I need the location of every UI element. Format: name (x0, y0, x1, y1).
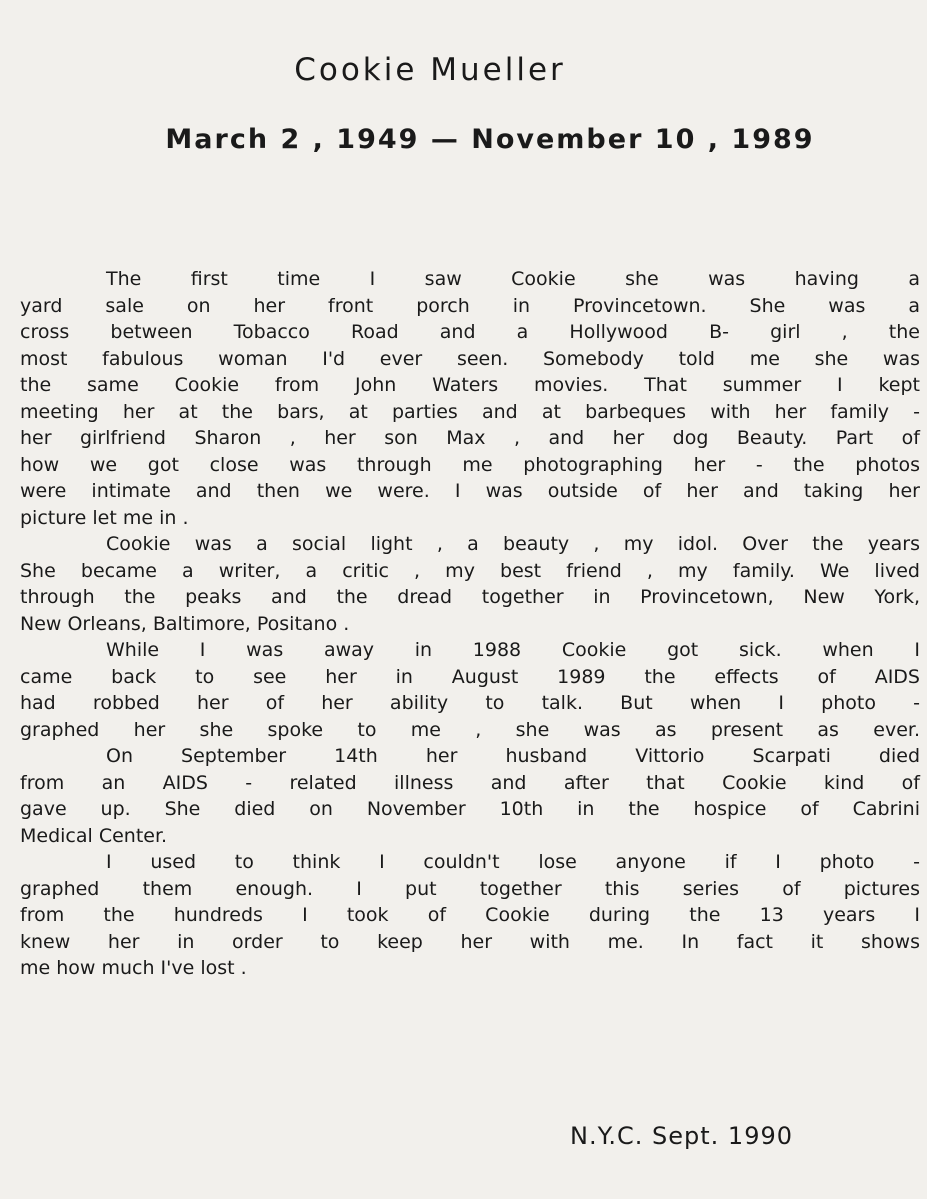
text-line: from the hundreds I took of Cookie during the 13 years I (20, 904, 920, 926)
text-line: her girlfriend Sharon , her son Max , and her dog Beauty. Part of (20, 427, 920, 449)
text-line: She became a writer, a critic , my best friend , my family. We lived (20, 559, 920, 582)
text-line: me how much I've lost . (20, 957, 247, 979)
text-line: knew her in order to keep her with me. In fact it shows (20, 930, 920, 953)
text-line: graphed them enough. I put together this series of pictures (20, 877, 920, 900)
text-line: Medical Center. (20, 824, 168, 847)
text-line: While I was away in 1988 Cookie got sick. when I (106, 639, 920, 661)
text-line: had robbed her of her ability to talk. But when I photo - (20, 692, 920, 714)
text-line: meeting her at the bars, at parties and at barbeques with her family - (20, 400, 920, 423)
text-line: New Orleans, Baltimore, Positano . (20, 612, 350, 635)
text-line: the same Cookie from John Waters movies. That summer I kept (20, 374, 920, 396)
text-line: from an AIDS - related illness and after that Cookie kind of (20, 771, 920, 794)
text-line: gave up. She died on November 10th in the hospice of Cabrini (20, 798, 920, 820)
text-line: most fabulous woman I'd ever seen. Somebody told me she was (20, 347, 920, 370)
text-line: yard sale on her front porch in Provincetown. She was a (20, 294, 920, 317)
text-line: were intimate and then we were. I was outside of her and taking her (20, 480, 920, 502)
text-line: how we got close was through me photographing her - the photos (20, 453, 920, 476)
text-line: I used to think I couldn't lose anyone if I photo - (106, 851, 920, 873)
text-line: through the peaks and the dread together in Provincetown, New York, (20, 586, 920, 608)
page-title: Cookie Mueller (294, 52, 566, 88)
life-dates: March 2 , 1949 — November 10 , 1989 (165, 124, 815, 155)
text-line: graphed her she spoke to me , she was as present as ever. (20, 718, 920, 741)
text-line: came back to see her in August 1989 the effects of AIDS (20, 665, 920, 688)
letter-body (20, 266, 920, 982)
text-line: On September 14th her husband Vittorio Scarpati died (106, 745, 920, 767)
signoff-place-date: N.Y.C. Sept. 1990 (570, 1122, 794, 1150)
text-line: picture let me in . (20, 506, 189, 529)
text-line: The first time I saw Cookie she was having a (106, 268, 920, 290)
text-line: Cookie was a social light , a beauty , my idol. Over the years (106, 533, 920, 555)
text-line: cross between Tobacco Road and a Hollywood B- girl , the (20, 321, 920, 343)
